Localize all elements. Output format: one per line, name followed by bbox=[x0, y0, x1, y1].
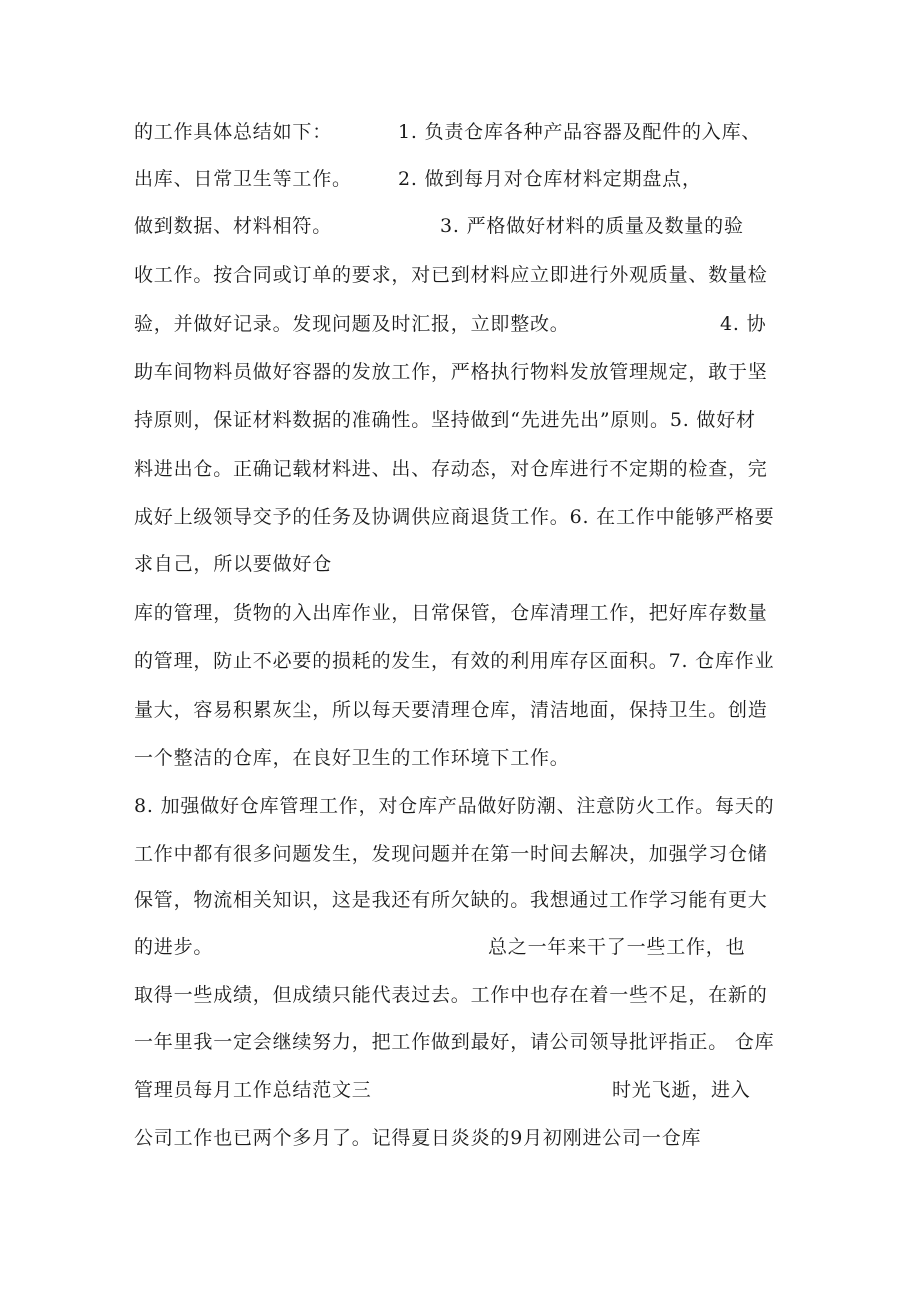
text-segment: 一个整洁的仓库，在良好卫生的工作环境下工作。 bbox=[134, 747, 570, 769]
text-segment: 的工作具体总结如下： bbox=[134, 121, 333, 143]
text-segment: 3. 严格做好材料的质量及数量的验 bbox=[440, 215, 744, 237]
text-line bbox=[0, 643, 920, 679]
text-line bbox=[0, 836, 920, 872]
text-segment: 总之一年来干了一些工作，也 bbox=[488, 936, 746, 958]
text-segment: 求自己，所以要做好仓 bbox=[134, 553, 333, 575]
text-line bbox=[0, 402, 920, 438]
text-segment: 取得一些成绩，但成绩只能代表过去。工作中也存在着一些不足，在新的 bbox=[134, 984, 768, 1006]
text-segment: 一年里我一定会继续努力，把工作做到最好，请公司领导批评指正。 仓库 bbox=[134, 1031, 775, 1053]
text-segment: 成好上级领导交予的任务及协调供应商退货工作。6. 在工作中能够严格要 bbox=[134, 506, 775, 528]
text-segment: 8. 加强做好仓库管理工作，对仓库产品做好防潮、注意防火工作。每天的 bbox=[134, 795, 775, 817]
text-segment: 保管，物流相关知识，这是我还有所欠缺的。我想通过工作学习能有更大 bbox=[134, 889, 768, 911]
text-segment: 助车间物料员做好容器的发放工作，严格执行物料发放管理规定，敢于坚 bbox=[134, 361, 768, 383]
text-segment: 出库、日常卫生等工作。 bbox=[134, 168, 352, 190]
text-line bbox=[0, 740, 920, 776]
text-line bbox=[0, 977, 920, 1013]
text-segment: 的进步。 bbox=[134, 936, 214, 958]
text-line bbox=[0, 1072, 920, 1108]
text-segment: 公司工作也已两个多月了。记得夏日炎炎的9月初刚进公司一仓库 bbox=[134, 1127, 702, 1149]
text-segment: 的管理，防止不必要的损耗的发生，有效的利用库存区面积。7. 仓库作业 bbox=[134, 650, 775, 672]
text-segment: 库的管理，货物的入出库作业，日常保管，仓库清理工作，把好库存数量 bbox=[134, 602, 768, 624]
text-line bbox=[0, 208, 920, 244]
text-line bbox=[0, 1120, 920, 1156]
text-line bbox=[0, 1024, 920, 1060]
text-line bbox=[0, 595, 920, 631]
text-segment: 持原则，保证材料数据的准确性。坚持做到“先进先出”原则。5. 做好材 bbox=[134, 409, 756, 431]
text-segment: 料进出仓。正确记载材料进、出、存动态，对仓库进行不定期的检查，完 bbox=[134, 458, 768, 480]
text-segment: 做到数据、材料相符。 bbox=[134, 215, 333, 237]
text-segment: 量大，容易积累灰尘，所以每天要清理仓库，清洁地面，保持卫生。创造 bbox=[134, 699, 768, 721]
text-segment: 2. 做到每月对仓库材料定期盘点， bbox=[398, 168, 702, 190]
text-line bbox=[0, 161, 920, 197]
text-line bbox=[0, 546, 920, 582]
text-line bbox=[0, 692, 920, 728]
text-segment: 收工作。按合同或订单的要求，对已到材料应立即进行外观质量、数量检 bbox=[134, 264, 768, 286]
text-segment: 验，并做好记录。发现问题及时汇报，立即整改。 bbox=[134, 313, 570, 335]
text-line bbox=[0, 114, 920, 150]
text-line bbox=[0, 499, 920, 535]
text-line bbox=[0, 788, 920, 824]
text-segment: 时光飞逝，进入 bbox=[612, 1079, 751, 1101]
text-line bbox=[0, 306, 920, 342]
text-segment: 管理员每月工作总结范文三 bbox=[134, 1079, 372, 1101]
text-line bbox=[0, 451, 920, 487]
text-line bbox=[0, 882, 920, 918]
text-line bbox=[0, 257, 920, 293]
text-line bbox=[0, 354, 920, 390]
text-segment: 工作中都有很多问题发生，发现问题并在第一时间去解决，加强学习仓储 bbox=[134, 843, 768, 865]
text-segment: 1. 负责仓库各种产品容器及配件的入库、 bbox=[398, 121, 762, 143]
text-line bbox=[0, 929, 920, 965]
text-segment: 4. 协 bbox=[720, 313, 767, 335]
